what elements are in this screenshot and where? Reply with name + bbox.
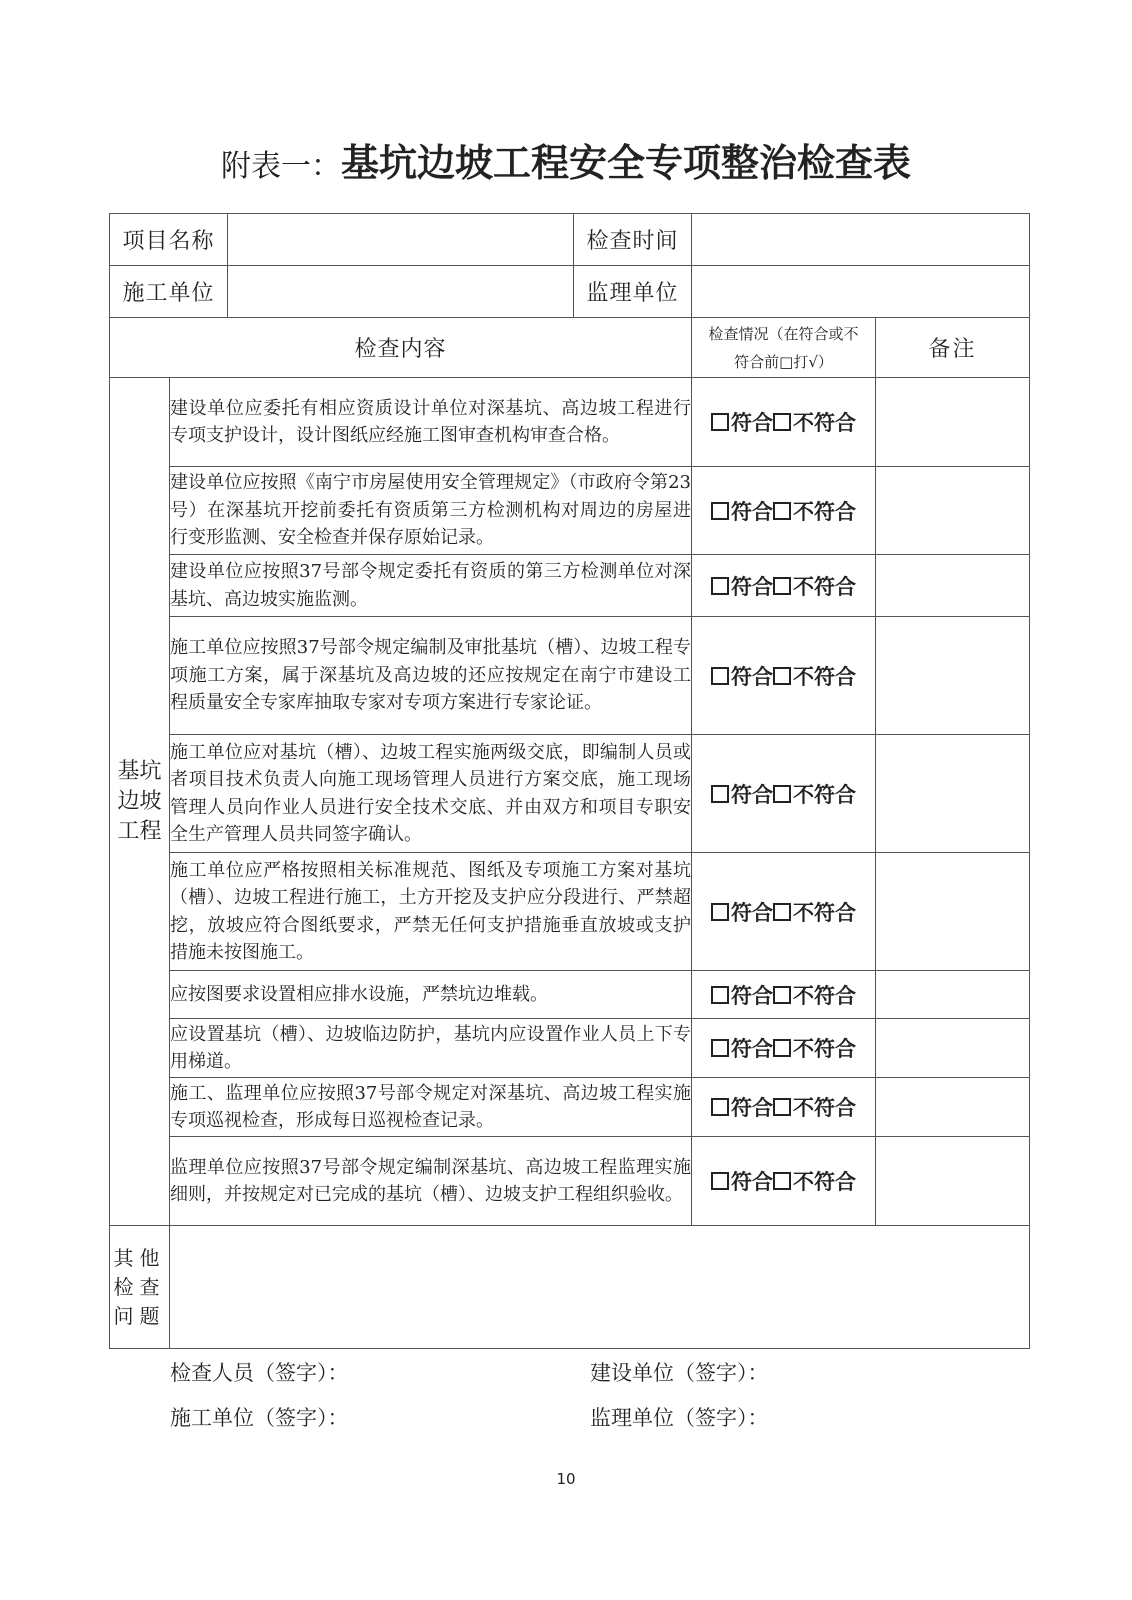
comply-label: 符合 <box>731 411 774 435</box>
construction-unit-label: 施工单位 <box>110 266 228 318</box>
not-comply-checkbox[interactable] <box>773 413 791 431</box>
status-cell <box>692 555 876 617</box>
comply-label: 符合 <box>731 1170 774 1194</box>
comply-checkbox[interactable] <box>711 1098 729 1116</box>
not-comply-checkbox[interactable] <box>773 667 791 685</box>
status-cell <box>692 971 876 1019</box>
check-item-text: 建设单位应按照37号部令规定委托有资质的第三方检测单位对深基坑、高边坡实施监测。 <box>170 555 692 617</box>
not-comply-checkbox[interactable] <box>773 1172 791 1190</box>
not-comply-label: 不符合 <box>793 782 857 807</box>
check-item-text: 施工单位应按照37号部令规定编制及审批基坑（槽）、边坡工程专项施工方案，属于深基坑及高边坡的还应按规定在南宁市建设工程质量安全专家库抽取专家对专项方案进行专家论证。 <box>170 617 692 735</box>
construction-unit-field[interactable] <box>228 266 574 318</box>
not-comply-checkbox[interactable] <box>773 785 791 803</box>
check-item-text: 监理单位应按照37号部令规定编制深基坑、高边坡工程监理实施细则，并按规定对已完成的基坑（槽）、边坡支护工程组织验收。 <box>170 1137 692 1226</box>
comply-checkbox[interactable] <box>711 903 729 921</box>
check-item-text: 施工、监理单位应按照37号部令规定对深基坑、高边坡工程实施专项巡视检查，形成每日巡视检查记录。 <box>170 1078 692 1137</box>
comply-checkbox[interactable] <box>711 577 729 595</box>
comply-label: 符合 <box>731 499 774 524</box>
category-line3: 工程 <box>117 818 162 844</box>
status-cell <box>692 735 876 853</box>
check-item-text: 应按图要求设置相应排水设施，严禁坑边堆载。 <box>170 971 692 1019</box>
comply-label: 符合 <box>731 1037 774 1061</box>
other-issues-row <box>110 1226 1030 1349</box>
remark-cell[interactable] <box>876 1019 1030 1078</box>
not-comply-label: 不符合 <box>793 411 857 435</box>
check-item-text: 建设单位应委托有相应资质设计单位对深基坑、高边坡工程进行专项支护设计，设计图纸应经施工图审查机构审查合格。 <box>170 378 692 467</box>
not-comply-label: 不符合 <box>793 983 857 1008</box>
project-name-label: 项目名称 <box>110 214 228 266</box>
status-header-line1: 检查情况（在符合或不 <box>708 324 859 343</box>
comply-checkbox[interactable] <box>711 785 729 803</box>
comply-label: 符合 <box>731 664 774 689</box>
check-item-text: 施工单位应对基坑（槽）、边坡工程实施两级交底，即编制人员或者项目技术负责人向施工现场管理人员进行方案交底，施工现场管理人员向作业人员进行安全技术交底、并由双方和项目专职安全生产管理人员共同签字确认。 <box>170 735 692 853</box>
remark-cell[interactable] <box>876 735 1030 853</box>
status-cell <box>692 853 876 971</box>
not-comply-checkbox[interactable] <box>773 903 791 921</box>
comply-label: 符合 <box>731 574 774 599</box>
comply-label: 符合 <box>731 900 774 925</box>
remark-cell[interactable] <box>876 617 1030 735</box>
construction-owner-signature-label: 建设单位（签字）： <box>590 1361 769 1385</box>
not-comply-checkbox[interactable] <box>773 1098 791 1116</box>
supervision-unit-signature-label: 监理单位（签字）： <box>590 1406 769 1430</box>
remark-cell[interactable] <box>876 378 1030 467</box>
comply-checkbox[interactable] <box>711 667 729 685</box>
category-cell <box>110 378 170 1226</box>
supervision-unit-field[interactable] <box>692 266 1030 318</box>
not-comply-checkbox[interactable] <box>773 502 791 520</box>
status-header <box>692 318 876 378</box>
check-time-field[interactable] <box>692 214 1030 266</box>
table-row <box>110 378 1030 467</box>
remark-cell[interactable] <box>876 853 1030 971</box>
status-cell <box>692 467 876 555</box>
not-comply-checkbox[interactable] <box>773 577 791 595</box>
not-comply-label: 不符合 <box>793 499 857 524</box>
project-name-field[interactable] <box>228 214 574 266</box>
comply-label: 符合 <box>731 1096 774 1120</box>
table-row <box>110 555 1030 617</box>
column-header-row <box>110 318 1030 378</box>
remark-cell[interactable] <box>876 1078 1030 1137</box>
remark-cell[interactable] <box>876 1137 1030 1226</box>
check-item-text: 施工单位应严格按照相关标准规范、图纸及专项施工方案对基坑（槽）、边坡工程进行施工，土方开挖及支护应分段进行、严禁超挖，放坡应符合图纸要求，严禁无任何支护措施垂直放坡或支护措施未按图施工。 <box>170 853 692 971</box>
table-row <box>110 617 1030 735</box>
check-item-text: 建设单位应按照《南宁市房屋使用安全管理规定》（市政府令第23号）在深基坑开挖前委托有资质第三方检测机构对周边的房屋进行变形监测、安全检查并保存原始记录。 <box>170 467 692 555</box>
table-row <box>110 1137 1030 1226</box>
supervision-unit-label: 监理单位 <box>574 266 692 318</box>
inspector-signature-label: 检查人员（签字）： <box>170 1361 349 1385</box>
comply-checkbox[interactable] <box>711 502 729 520</box>
other-line2: 检查 <box>113 1274 166 1299</box>
remark-cell[interactable] <box>876 467 1030 555</box>
check-time-label: 检查时间 <box>574 214 692 266</box>
check-item-text: 应设置基坑（槽）、边坡临边防护，基坑内应设置作业人员上下专用梯道。 <box>170 1019 692 1078</box>
title-prefix: 附表一： <box>220 149 341 184</box>
comply-label: 符合 <box>731 983 774 1008</box>
category-line1: 基坑 <box>117 758 162 784</box>
not-comply-label: 不符合 <box>793 900 857 925</box>
status-cell <box>692 1019 876 1078</box>
construction-unit-signature-label: 施工单位（签字）： <box>170 1406 349 1430</box>
page-number: 10 <box>556 1470 576 1488</box>
not-comply-checkbox[interactable] <box>773 986 791 1004</box>
not-comply-checkbox[interactable] <box>773 1039 791 1057</box>
not-comply-label: 不符合 <box>793 664 857 689</box>
content-header: 检查内容 <box>110 318 692 378</box>
remark-cell[interactable] <box>876 971 1030 1019</box>
page-title <box>0 132 1132 187</box>
not-comply-label: 不符合 <box>793 1037 857 1061</box>
comply-checkbox[interactable] <box>711 1172 729 1190</box>
not-comply-label: 不符合 <box>793 1170 857 1194</box>
status-cell <box>692 1078 876 1137</box>
comply-label: 符合 <box>731 782 774 807</box>
project-name-row <box>110 214 1030 266</box>
table-row <box>110 853 1030 971</box>
comply-checkbox[interactable] <box>711 413 729 431</box>
comply-checkbox[interactable] <box>711 986 729 1004</box>
table-row <box>110 467 1030 555</box>
table-row <box>110 735 1030 853</box>
remark-header: 备注 <box>876 318 1030 378</box>
table-row <box>110 1019 1030 1078</box>
status-header-line2: 符合前□打√） <box>734 352 833 371</box>
other-issues-label <box>110 1226 170 1349</box>
other-issues-field[interactable] <box>170 1226 1030 1349</box>
not-comply-label: 不符合 <box>793 574 857 599</box>
not-comply-label: 不符合 <box>793 1096 857 1120</box>
table-row <box>110 971 1030 1019</box>
table-row <box>110 1078 1030 1137</box>
status-cell <box>692 1137 876 1226</box>
comply-checkbox[interactable] <box>711 1039 729 1057</box>
unit-row <box>110 266 1030 318</box>
other-line1: 其他 <box>113 1245 166 1270</box>
status-cell <box>692 617 876 735</box>
other-line3: 问题 <box>113 1303 166 1328</box>
title-main: 基坑边坡工程安全专项整治检查表 <box>340 141 911 185</box>
remark-cell[interactable] <box>876 555 1030 617</box>
status-cell <box>692 378 876 467</box>
category-line2: 边坡 <box>117 788 162 814</box>
inspection-form-table <box>109 213 1030 1349</box>
